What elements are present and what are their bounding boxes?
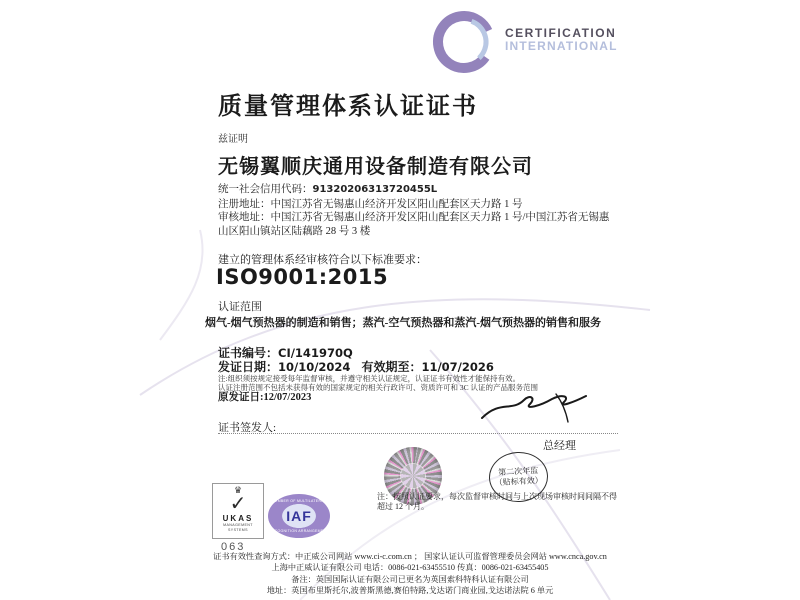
expiry-date-label: 有效期至： — [361, 360, 422, 374]
ukas-number: 063 — [221, 541, 246, 553]
stamp-line-1: 第二次年监 — [498, 465, 539, 478]
certificate-dates-line — [218, 358, 494, 375]
standard-name: ISO9001:2015 — [216, 265, 389, 289]
audit-address: 审核地址：中国江苏省无锡惠山经济开发区阳山配套区天力路 1 号/中国江苏省无锡惠山区阳山镇站区陆藕路 28 号 3 楼 — [218, 212, 610, 237]
checkmark-icon: ✓ — [229, 493, 247, 515]
iaf-accreditation-mark — [268, 494, 330, 538]
footer-line-1: 证书有效性查询方式：中正威公司网站 www.ci-c.com.cn ； 国家认证认可监督管理委员会网站 www.cnca.gov.cn — [213, 552, 607, 561]
registered-address: 注册地址：中国江苏省无锡惠山经济开发区阳山配套区天力路 1 号 — [218, 199, 523, 210]
certificate-number-value: CI/141970Q — [278, 346, 353, 360]
crown-icon: ♛ — [233, 485, 243, 495]
iaf-label: IAF — [286, 508, 312, 524]
signer-title: 总经理 — [543, 440, 576, 452]
logo-word-international: INTERNATIONAL — [505, 39, 618, 53]
iaf-ring-top-text: MEMBER OF MULTILATERAL — [271, 499, 327, 503]
ukas-sub2: SYSTEMS — [228, 527, 248, 532]
certificate-number-label: 证书编号： — [218, 346, 279, 360]
credit-code-label: 统一社会信用代码： — [218, 184, 313, 195]
ukas-accreditation-mark — [212, 483, 264, 539]
certificate-title: 质量管理体系认证证书 — [218, 94, 478, 120]
credit-code-value: 91320206313720455L — [312, 184, 438, 195]
note-line-1: 注:组织须按规定接受每年监督审核，并遵守相关认证规定，认证证书有效性才能保持有效。 — [218, 374, 521, 383]
credit-code-line — [218, 181, 437, 196]
signature-line — [218, 433, 618, 434]
original-issue-date: 原发证日:12/07/2023 — [218, 392, 312, 403]
footer-line-2: 上海中正威认证有限公司 电话：0086-021-63455510 传真：0086-021-63455405 — [271, 563, 549, 573]
hologram-sticker-core — [401, 464, 425, 488]
signature-icon — [478, 390, 596, 424]
standard-intro: 建立的管理体系经审核符合以下标准要求： — [218, 254, 427, 266]
certification-international-ring-icon — [430, 8, 498, 76]
expiry-date-value: 11/07/2026 — [421, 360, 494, 374]
footer-line-3: 备注：英国国际认证有限公司已更名为英国索科特科认证有限公司 — [291, 574, 529, 584]
logo-word-certification: CERTIFICATION — [505, 26, 617, 40]
company-name: 无锡翼顺庆通用设备制造有限公司 — [218, 156, 533, 178]
certification-international-logo — [505, 27, 618, 53]
ukas-sub-text — [223, 523, 253, 532]
scope-text: 烟气-烟气预热器的制造和销售；蒸汽-空气预热器和蒸汽-烟气预热器的销售和服务 — [205, 317, 601, 329]
issue-date-label: 发证日期： — [218, 360, 279, 374]
signer-label: 证书签发人: — [218, 422, 277, 434]
stamp-line-2: （贴标有效） — [494, 475, 543, 488]
footer-line-4: 地址：英国布里斯托尔,波普斯黑德,赛伯特路,戈达诺门商业园,戈达诺法院 6 单元 — [266, 585, 554, 595]
supervision-note: 注：按照认证要求，每次监督审核时间与上次现场审核时间间隔不得超过 12 个月。 — [377, 492, 617, 511]
scope-label: 认证范围 — [218, 301, 262, 313]
note-line-2: 认证注册范围不包括未获得有效的国家规定的相关行政许可、资质许可和 3C 认证的产品服务范围 — [218, 383, 538, 392]
certify-intro: 兹证明 — [218, 134, 248, 145]
footer — [186, 551, 634, 596]
ukas-sub1: MANAGEMENT — [223, 523, 253, 527]
issue-date-value: 10/10/2024 — [278, 360, 351, 374]
ukas-name: UKAS — [222, 514, 254, 523]
iaf-ring-bottom-text: RECOGNITION ARRANGEMENT — [269, 529, 329, 533]
